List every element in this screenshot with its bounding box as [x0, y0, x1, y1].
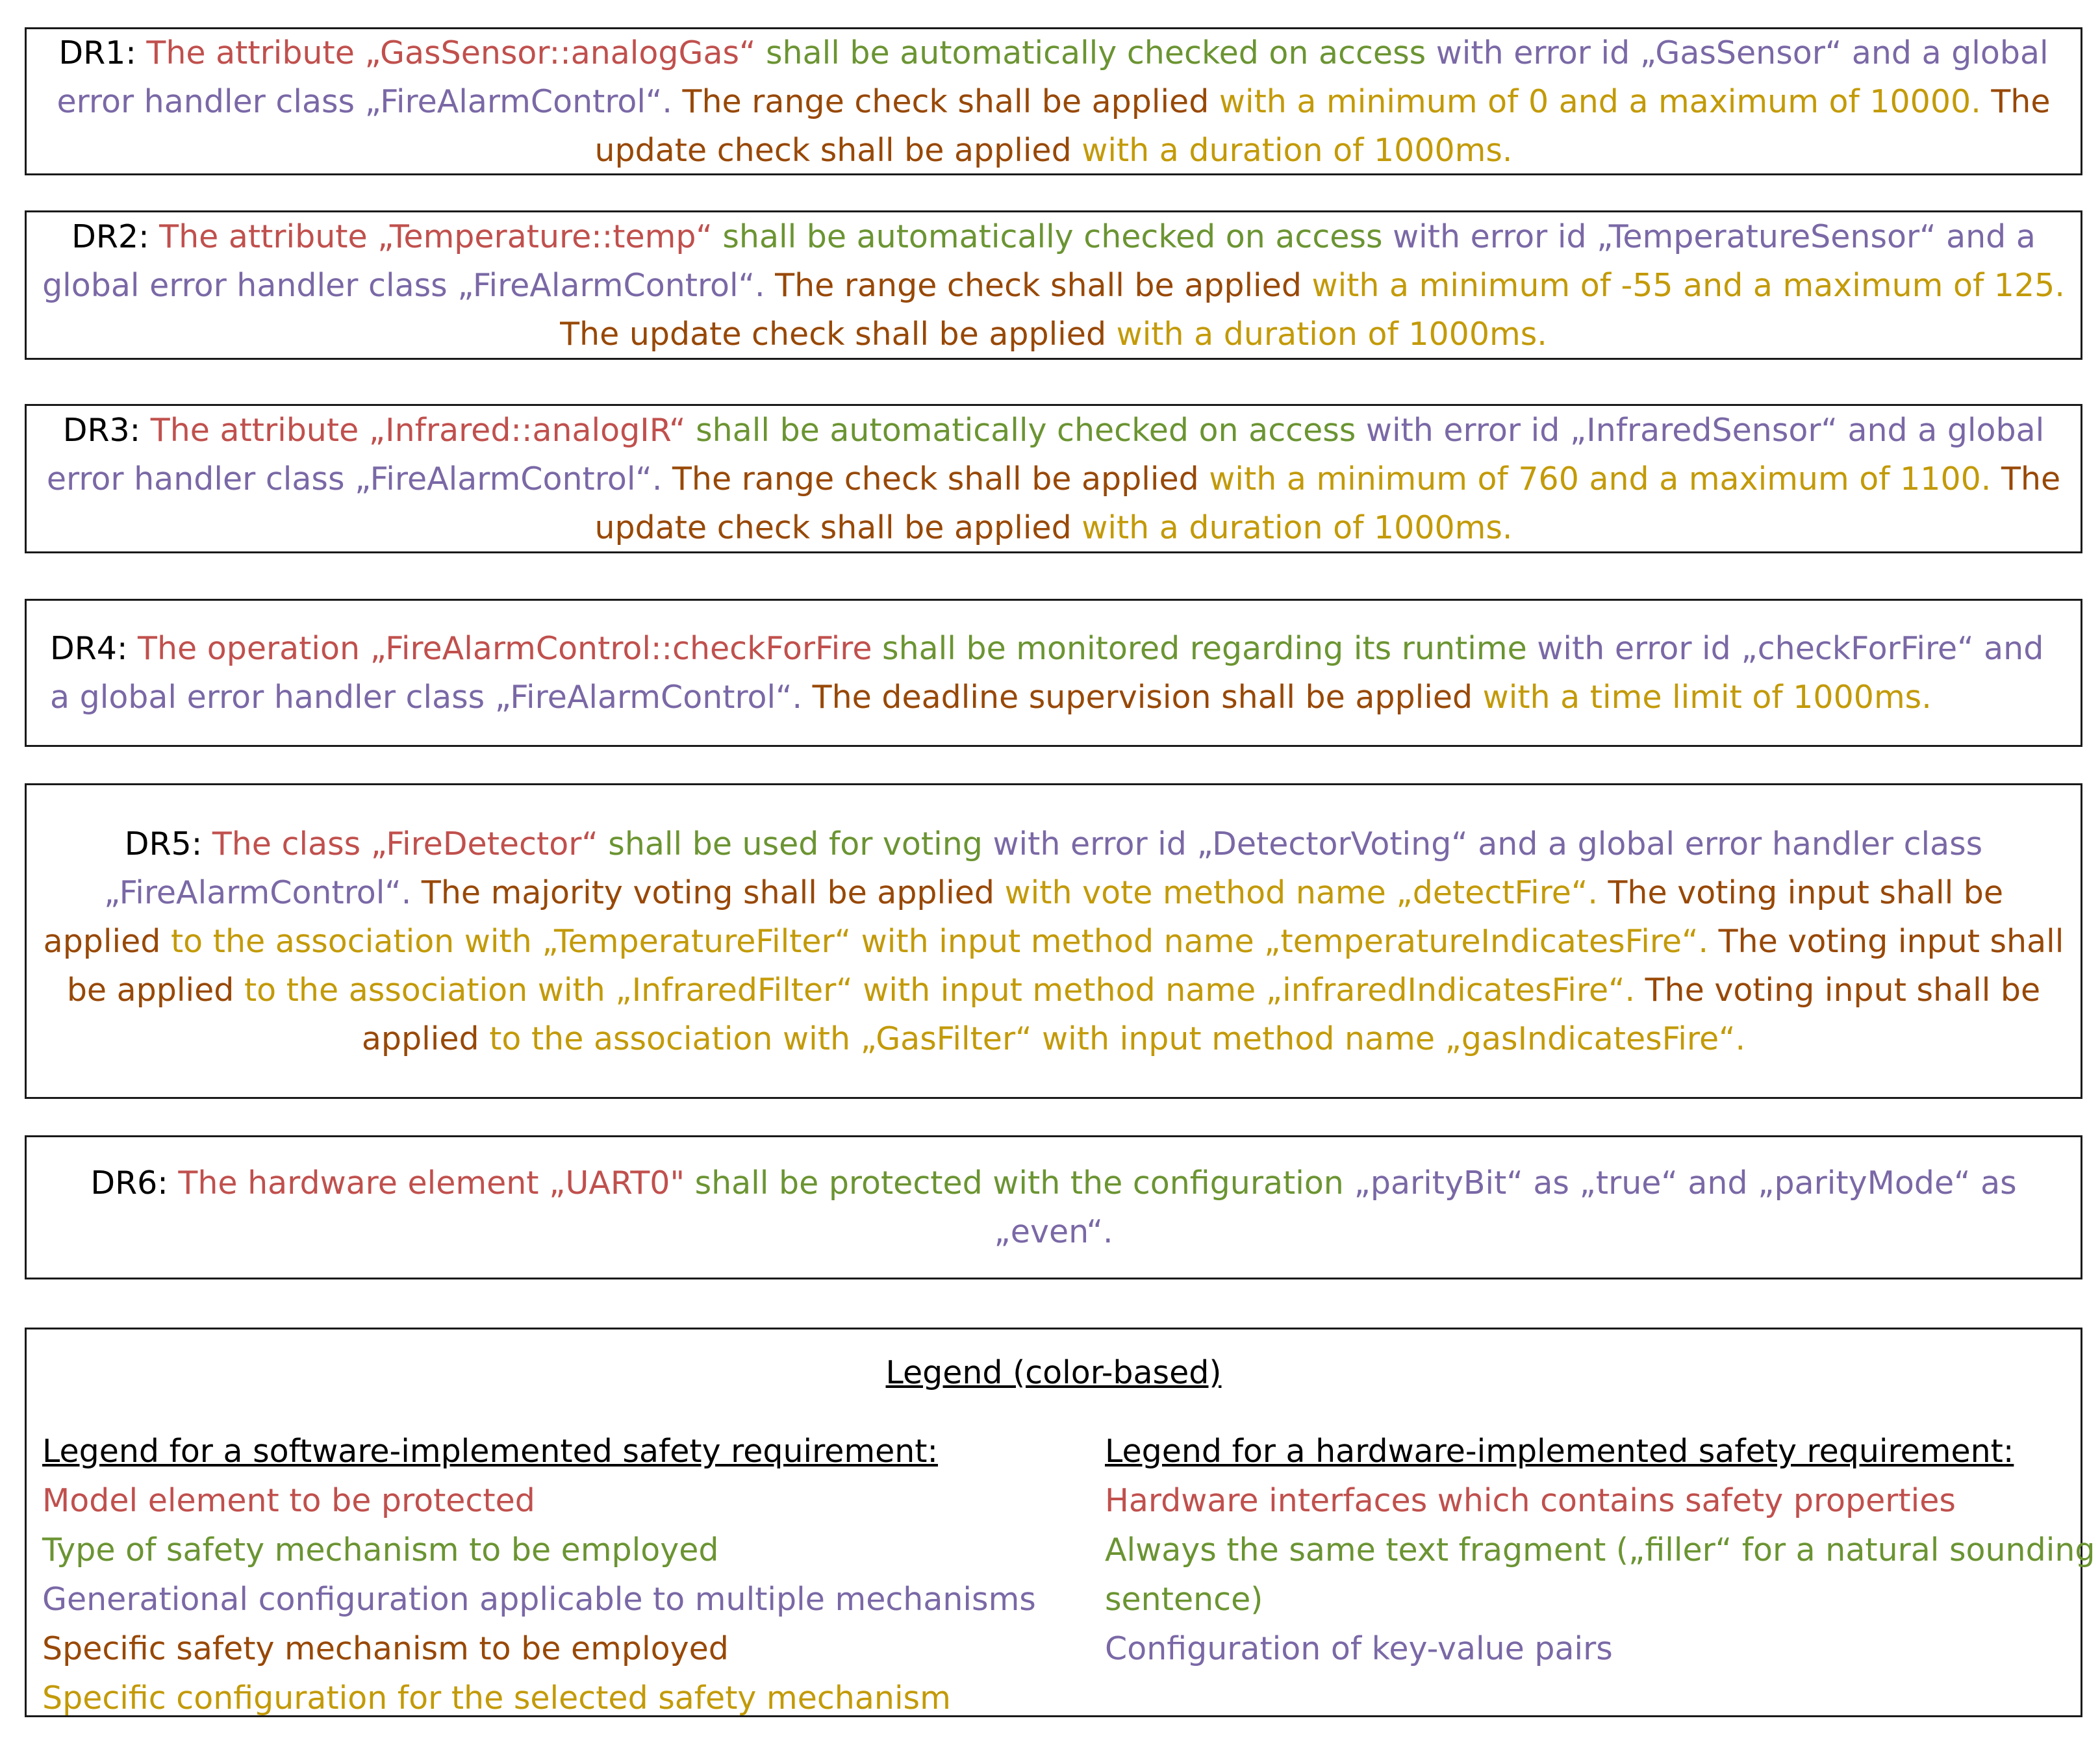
requirement-segment-purple: with error id „GasSensor“ and a global error handler class „FireAlarmControl“.: [57, 34, 2049, 120]
requirement-segment-brown: The update check shall be applied: [594, 460, 2061, 546]
requirement-box-dr6: [25, 1135, 2082, 1279]
legend-item: Model element to be protected: [42, 1482, 535, 1519]
requirement-id: DR3:: [62, 411, 151, 449]
requirement-box-dr4: [25, 599, 2082, 747]
legend-item: Specific configuration for the selected safety mechanism: [42, 1680, 951, 1717]
requirement-box-dr1: [25, 27, 2082, 175]
requirement-segment-brown: The update check shall be applied: [560, 315, 1107, 353]
requirement-segment-gold: with a minimum of -55 and a maximum of 125.: [1301, 266, 2065, 304]
requirement-segment-gold: with a minimum of 0 and a maximum of 10000.: [1209, 82, 1981, 120]
requirement-segment-brown: The deadline supervision shall be applied: [802, 679, 1473, 716]
requirement-segment-purple: with error id „InfraredSensor“ and a global error handler class „FireAlarmControl“.: [46, 411, 2045, 497]
requirement-segment-red: The attribute „Infrared::analogIR“: [150, 411, 686, 449]
requirement-segment-brown: The voting input shall be applied: [43, 874, 2004, 960]
requirement-segment-red: The attribute „Temperature::temp“: [159, 218, 713, 255]
legend-item: Generational configuration applicable to multiple mechanisms: [42, 1581, 1036, 1618]
requirement-id: DR4:: [50, 630, 138, 667]
requirement-segment-green: shall be protected with the configuration: [685, 1165, 1344, 1202]
requirement-id: DR1:: [58, 34, 147, 71]
requirement-segment-gold: to the association with „InfraredFilter“ with input method name „infraredIndicatesFire“.: [234, 971, 1636, 1009]
requirement-segment-green: shall be automatically checked on access: [755, 34, 1426, 71]
requirement-text: [27, 1159, 2081, 1256]
requirement-segment-green: shall be monitored regarding its runtime: [872, 630, 1527, 667]
requirement-segment-red: The hardware element „UART0": [178, 1165, 685, 1202]
requirement-segment-gold: to the association with „TemperatureFilter“ with input method name „temperatureIndicatesFire“.: [160, 922, 1709, 960]
legend-software-heading: Legend for a software-implemented safety requirement:: [42, 1433, 939, 1470]
requirement-segment-brown: The majority voting shall be applied: [411, 874, 994, 911]
requirement-text: [27, 212, 2081, 359]
requirement-segment-red: The operation „FireAlarmControl::checkForFire: [138, 630, 872, 667]
requirement-segment-gold: with a time limit of 1000ms.: [1473, 679, 1932, 716]
requirement-segment-gold: to the association with „GasFilter“ with input method name „gasIndicatesFire“.: [479, 1020, 1746, 1057]
requirement-text: [27, 406, 2081, 552]
legend-software-column: [42, 1427, 1088, 1723]
requirement-segment-brown: The voting input shall be applied: [361, 971, 2041, 1057]
requirement-segment-gold: with a duration of 1000ms.: [1106, 315, 1547, 353]
requirement-segment-purple: with error id „checkForFire“ and a global error handler class „FireAlarmControl“.: [50, 630, 2044, 716]
legend-item: Type of safety mechanism to be employed: [42, 1531, 719, 1568]
legend-item: Always the same text fragment („filler“ for a natural sounding sentence): [1105, 1531, 2095, 1618]
requirement-segment-red: The attribute „GasSensor::analogGas“: [146, 34, 756, 71]
requirement-segment-purple: with error id „DetectorVoting“ and a global error handler class „FireAlarmControl“.: [103, 825, 1983, 911]
requirement-box-dr5: [25, 783, 2082, 1099]
legend-title: Legend (color-based): [885, 1354, 1222, 1391]
requirement-box-dr2: [25, 210, 2082, 360]
requirement-segment-gold: with vote method name „detectFire“.: [994, 874, 1598, 911]
requirement-segment-brown: The range check shall be applied: [765, 266, 1302, 304]
requirement-segment-brown: The range check shall be applied: [672, 82, 1209, 120]
legend-item: Specific safety mechanism to be employed: [42, 1630, 729, 1667]
requirement-segment-purple: with error id „TemperatureSensor“ and a global error handler class „FireAlarmControl“.: [42, 218, 2036, 304]
requirement-segment-green: shall be automatically checked on access: [712, 218, 1383, 255]
requirement-segment-brown: The range check shall be applied: [662, 460, 1199, 497]
requirement-segment-purple: „parityBit“ as „true“ and „parityMode“ as „even“.: [994, 1165, 2017, 1250]
requirement-text: [27, 29, 2081, 175]
requirement-segment-gold: with a minimum of 760 and a maximum of 1100.: [1198, 460, 1992, 497]
requirement-id: DR5:: [124, 825, 212, 863]
requirement-segment-green: shall be automatically checked on access: [685, 411, 1356, 449]
requirement-box-dr3: [25, 404, 2082, 553]
legend-hardware-column: [1105, 1427, 2099, 1674]
legend-box: [25, 1328, 2095, 1717]
legend-hardware-heading: Legend for a hardware-implemented safety requirement:: [1105, 1433, 2014, 1470]
requirement-text: [27, 820, 2081, 1063]
requirement-segment-red: The class „FireDetector“: [212, 825, 598, 863]
requirement-segment-brown: The update check shall be applied: [594, 82, 2051, 169]
requirement-segment-brown: The voting input shall be applied: [66, 922, 2064, 1009]
requirement-id: DR6:: [90, 1165, 179, 1202]
requirement-segment-gold: with a duration of 1000ms.: [1071, 131, 1513, 169]
requirement-segment-gold: with a duration of 1000ms.: [1071, 509, 1513, 546]
requirement-text: [27, 624, 2081, 722]
requirement-segment-green: shall be used for voting: [598, 825, 983, 863]
requirement-id: DR2:: [71, 218, 160, 255]
legend-item: Hardware interfaces which contains safety properties: [1105, 1482, 1956, 1519]
legend-item: Configuration of key-value pairs: [1105, 1630, 1613, 1667]
